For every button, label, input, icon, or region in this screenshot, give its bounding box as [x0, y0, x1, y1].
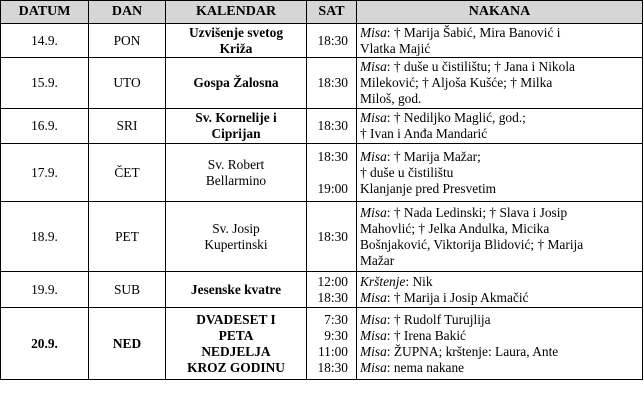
time-cell [307, 144, 357, 202]
intention-label: Misa [360, 359, 387, 375]
intention-text: † Ivan i Anđa Mandarić [360, 126, 488, 141]
intention-cell [357, 24, 643, 58]
intention-line [360, 126, 639, 142]
header-time: SAT [307, 1, 357, 24]
header-day: DAN [89, 1, 166, 24]
calendar-line: DVADESET I [196, 311, 276, 327]
calendar-line: PETA [218, 327, 254, 343]
intention-label: Misa [360, 204, 387, 220]
date-cell: 14.9. [1, 24, 89, 58]
intention-label: Krštenje [360, 273, 406, 289]
intention-text: : † Marija Mažar; [386, 148, 481, 164]
calendar-line: Sv. Josip [212, 220, 260, 236]
table-row [1, 272, 643, 308]
table-row [1, 144, 643, 202]
time-value: 18:30 [317, 228, 348, 244]
date-cell: 17.9. [1, 144, 89, 202]
calendar-line: Bellarmino [205, 172, 267, 188]
time-cell [307, 24, 357, 58]
intention-text: : ŽUPNA; krštenje: Laura, Ante [386, 343, 559, 359]
intention-line [360, 59, 639, 75]
day-cell: PET [89, 202, 166, 272]
time-value: 12:00 [317, 273, 348, 289]
intention-label: Misa [360, 148, 387, 164]
intention-text: Mahovlić; † Jelka Andulka, Micika [360, 220, 550, 236]
intention-label: Misa [360, 311, 387, 327]
intention-text: : nema nakane [386, 359, 465, 375]
intention-line [360, 181, 639, 197]
intention-line [360, 149, 639, 165]
calendar-line: Križa [219, 40, 253, 56]
time-cell [307, 58, 357, 109]
intention-text: : † Rudolf Turujlija [386, 311, 491, 327]
intention-text: : † Nada Ledinski; † Slava i Josip [386, 204, 568, 220]
calendar-cell [166, 202, 307, 272]
date-cell: 15.9. [1, 58, 89, 109]
calendar-line: Sv. Kornelije i [195, 110, 277, 125]
intention-text: Klanjanje pred Presvetim [360, 180, 497, 196]
time-value: 9:30 [324, 327, 348, 343]
intention-cell [357, 308, 643, 380]
intention-line [360, 205, 639, 221]
intention-text: : † Marija i Josip Akmačić [386, 289, 529, 305]
intention-line [360, 312, 639, 328]
calendar-cell [166, 308, 307, 380]
time-value: 18:30 [317, 359, 348, 375]
day-cell: NED [89, 308, 166, 380]
time-value: 18:30 [317, 32, 348, 48]
time-value: 18:30 [317, 118, 348, 133]
date-cell: 20.9. [1, 308, 89, 380]
day-cell: PON [89, 24, 166, 58]
intention-text: Bošnjaković, Viktorija Blidović; † Marija [360, 236, 584, 252]
day-cell: SRI [89, 109, 166, 144]
calendar-cell [166, 272, 307, 308]
calendar-cell [166, 24, 307, 58]
intention-label: Misa [360, 59, 387, 74]
time-value: 18:30 [317, 289, 348, 305]
intention-cell [357, 109, 643, 144]
intention-label: Misa [360, 24, 387, 40]
intention-text: Mileković; † Aljoša Kušće; † Milka [360, 75, 553, 90]
time-cell [307, 272, 357, 308]
intention-text: : † Irena Bakić [386, 327, 466, 343]
intention-line [360, 25, 639, 41]
intention-text: † duše u čistilištu [360, 164, 454, 180]
time-value: 7:30 [324, 311, 348, 327]
intention-line [360, 274, 639, 290]
day-cell: UTO [89, 58, 166, 109]
date-cell: 16.9. [1, 109, 89, 144]
intention-label: Misa [360, 110, 387, 125]
intention-line [360, 91, 639, 107]
time-cell [307, 202, 357, 272]
day-cell: SUB [89, 272, 166, 308]
intention-line [360, 328, 639, 344]
intention-text: : † duše u čistilištu; † Jana i Nikola [386, 59, 575, 74]
time-value: 11:00 [317, 343, 348, 359]
date-cell: 18.9. [1, 202, 89, 272]
time-cell [307, 109, 357, 144]
intention-cell [357, 202, 643, 272]
intention-text: : † Marija Šabić, Mira Banović i [386, 24, 561, 40]
intention-line [360, 237, 639, 253]
day-cell: ČET [89, 144, 166, 202]
calendar-line: KROZ GODINU [187, 359, 285, 375]
time-value: 19:00 [317, 180, 348, 196]
intention-line [360, 253, 639, 269]
header-calendar: KALENDAR [166, 1, 307, 24]
intention-line [360, 75, 639, 91]
intention-cell [357, 58, 643, 109]
intention-text: Miloš, god. [360, 91, 422, 106]
calendar-cell [166, 58, 307, 109]
calendar-cell [166, 144, 307, 202]
intention-label: Misa [360, 289, 387, 305]
time-value: 18:30 [317, 75, 348, 90]
calendar-line: Uzvišenje svetog [188, 24, 284, 40]
intention-label: Misa [360, 343, 387, 359]
intention-text: Mažar [360, 252, 395, 268]
intention-label: Misa [360, 327, 387, 343]
table-row [1, 58, 643, 109]
intention-cell [357, 144, 643, 202]
intention-line [360, 344, 639, 360]
intention-text: Vlatka Majić [360, 40, 431, 56]
time-cell [307, 308, 357, 380]
header-row [1, 1, 643, 24]
time-value: 18:30 [317, 148, 348, 164]
intention-cell [357, 272, 643, 308]
header-intention: NAKANA [357, 1, 643, 24]
date-cell: 19.9. [1, 272, 89, 308]
table-row [1, 109, 643, 144]
calendar-line: Ciprijan [211, 126, 261, 141]
intention-line [360, 41, 639, 57]
calendar-line: Gospa Žalosna [193, 75, 279, 90]
intention-line [360, 290, 639, 306]
header-date: DATUM [1, 1, 89, 24]
intention-line [360, 110, 639, 126]
intention-line [360, 221, 639, 237]
calendar-line: Kupertinski [204, 236, 268, 252]
intention-text: : † Nediljko Maglić, god.; [386, 110, 526, 125]
intention-line [360, 360, 639, 376]
calendar-cell [166, 109, 307, 144]
calendar-line: Sv. Robert [207, 156, 265, 172]
table-row [1, 202, 643, 272]
calendar-line: Jesenske kvatre [190, 281, 282, 297]
table-row [1, 308, 643, 380]
table-row [1, 24, 643, 58]
calendar-line: NEDJELJA [201, 343, 271, 359]
intention-text: : Nik [405, 273, 433, 289]
time-value [310, 165, 353, 181]
intention-line [360, 165, 639, 181]
